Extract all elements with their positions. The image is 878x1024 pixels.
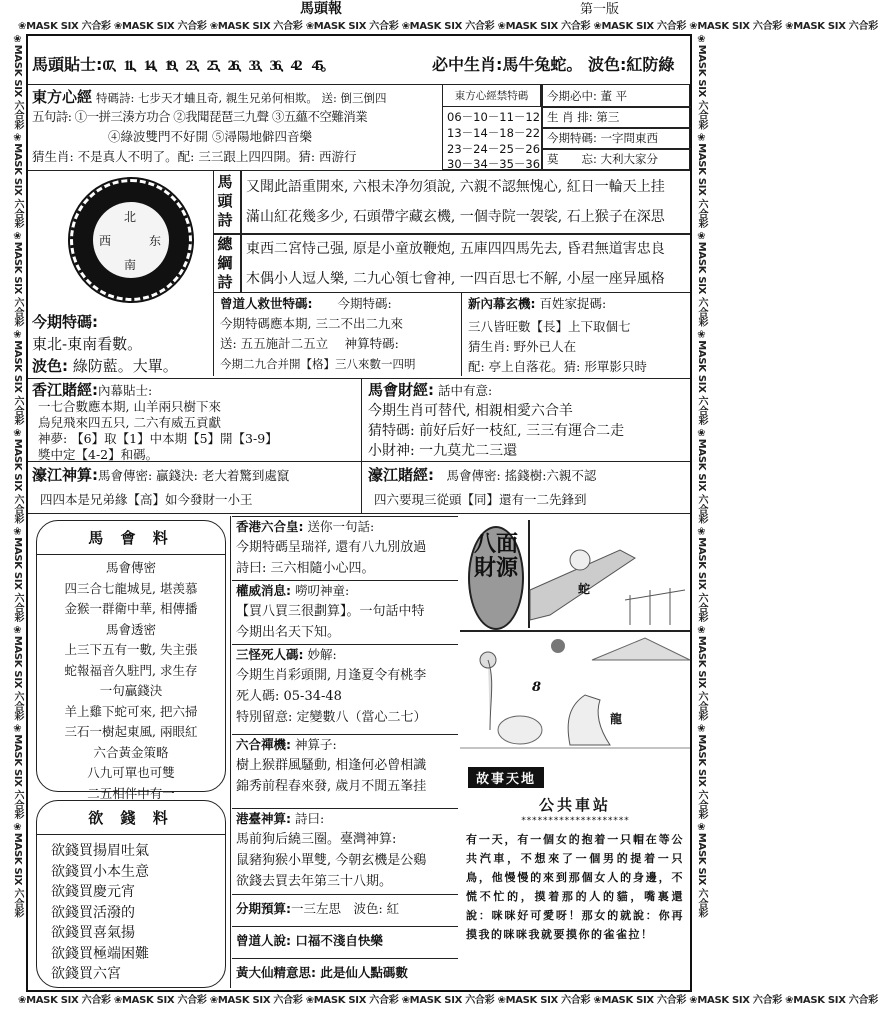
east-line: 五句詩: ①一拼三湊方功合 ②我聞琵琶三九聲 ③五蘊不空難消業 — [32, 109, 368, 124]
fortune-badge: 八面財源 — [468, 526, 524, 630]
hj-gamble-sub: 馬會傳密: 搖錢樹:六親不認 — [446, 468, 597, 483]
wong-text: 黃大仙精意思: 此是仙人點碼數 — [236, 965, 408, 980]
east-sutra-section — [28, 84, 442, 170]
material-heading: 一句贏錢決 — [99, 683, 163, 698]
tips-numbers: 07、11、14、19、23、25、26、33、36、42 45。 — [102, 58, 333, 74]
zen-line: 錦秀前程春來發, 歲月不閒五峯挂 — [236, 779, 427, 794]
hj-calc-sub: 馬會傳密: 贏錢決: 老大着驚到處竄 — [98, 468, 290, 483]
special-title: 今期特碼: — [32, 313, 98, 331]
money-line: 欲錢買極端困難 — [51, 945, 149, 962]
hk-king-line: 詩曰: 三六相隨小心四。 — [236, 561, 375, 576]
ghost-code-sub: 妙解: — [307, 647, 337, 662]
east-line: ④綠波雙門不好開 ⑤潯陽地僻四音樂 — [108, 129, 312, 144]
hk-gamble-line: 神夢: 【6】取【1】中本期【5】開【3-9】 — [38, 431, 278, 446]
dragon-label: 龍 — [610, 712, 623, 726]
poem-line: 東西二宮恃己强, 原是小童放鞭炮, 五庫四四馬先去, 昏君無道害忠良 — [246, 241, 665, 257]
insider-title: 新內幕玄機: — [468, 296, 536, 311]
forbid-row: 30－34－35－36 — [447, 157, 541, 171]
material-line: 上三下五有一數, 失主張 — [64, 642, 198, 657]
hk-gamble-line: 烏兒飛來四五只, 二六有威五貢獻 — [38, 415, 221, 430]
zeng-says-text: 曾道人說: 口福不淺自快樂 — [236, 933, 383, 948]
authority-sub: 嘮叨神童: — [294, 583, 350, 598]
ghost-code-section — [232, 644, 458, 728]
special-color: 綠防藍。大單。 — [72, 357, 178, 375]
authority-title: 權威消息: — [236, 583, 291, 598]
material-line: 四三合七龍城見, 堪羡慕 — [64, 580, 198, 596]
hktw-sub: 詩曰: — [294, 811, 325, 826]
zodiac-row — [432, 52, 674, 78]
forbid-row: 06－10－11－12 — [447, 110, 541, 124]
east-title: 東方心經 — [32, 88, 93, 106]
money-line: 欲錢買慶元宵 — [51, 884, 135, 900]
hktw-line: 鼠豬狗猴小單雙, 今朝玄機是公鷄 — [236, 853, 427, 868]
material-line: 金猴一群衛中華, 相傳播 — [64, 601, 198, 616]
zeng-section — [214, 292, 462, 376]
zeng-says-section — [232, 926, 458, 951]
zen-line: 樹上猴群風騷動, 相逢何必曾相識 — [236, 758, 427, 773]
color-value: 紅防綠 — [626, 55, 675, 74]
hk-gamble-section — [28, 378, 362, 462]
authority-section — [232, 580, 458, 643]
material-line: 三石一樹起東風, 兩眼紅 — [64, 724, 198, 739]
hm-finance-line: 小財神: 一九莫尤二三還 — [368, 443, 518, 459]
forbid-title: 東方心經禁特碼 — [443, 85, 541, 107]
forbid-table — [442, 84, 690, 170]
hk-gamble-line: 一七合數應本期, 山羊兩只樹下來 — [38, 399, 221, 414]
hk-gamble-title: 香江賭經: — [32, 381, 98, 399]
hm-finance-title: 馬會財經: — [368, 381, 434, 399]
zeng-title: 曾道人救世特碼: — [220, 296, 313, 311]
horse-poem-label: 馬頭詩 — [217, 173, 233, 229]
insider-sub: 百姓家捉碼: — [539, 296, 607, 311]
zeng-sub: 今期特碼: — [337, 296, 392, 311]
footer-strip — [18, 994, 878, 1008]
money-line: 欲錢買喜氣揚 — [51, 925, 135, 941]
material-heading: 馬會透密 — [105, 621, 156, 637]
hm-finance-section — [362, 378, 690, 462]
authority-line: 今期出名天下知。 — [236, 625, 341, 640]
special-line: 東北-東南看數。 — [32, 335, 143, 353]
insider-line: 猜生肖: 野外已人在 — [468, 339, 577, 354]
zeng-line: 今期特碼應本期, 三二不出二九來 — [220, 316, 403, 331]
money-material-box — [36, 800, 226, 988]
poem-line: 木偶小人逗人樂, 二九心領七會神, 一四百思七不解, 小屋一座异風格 — [246, 271, 665, 287]
hktw-line: 馬前狗后繞三圈。臺灣神算: — [236, 832, 397, 847]
poem-section — [214, 170, 690, 292]
side-info-item: 莫 忘: 大利大家分 — [547, 152, 659, 166]
wong-section — [232, 958, 458, 983]
forbid-row: 13－14－18－22 — [447, 126, 541, 140]
money-material-lines — [37, 835, 225, 985]
money-line: 欲錢買小本生意 — [51, 863, 149, 880]
hj-calc-line: 四四本是兄弟緣【高】如今發財一小王 — [40, 492, 253, 507]
zodiac-value: 馬牛兔蛇。 — [502, 55, 583, 74]
east-label: 东 — [149, 234, 162, 248]
budget-text: 一三左思 波色: 紅 — [291, 901, 400, 916]
compass-center — [93, 202, 169, 278]
zen-sub: 神算子: — [294, 737, 337, 752]
strip-text: ❀MASK SIX 六合彩 ❀MASK SIX 六合彩 ❀MASK SIX 六合彩 ❀MASK SIX 六合彩 ❀MASK SIX 六合彩 ❀MASK SIX 六合彩 ❀MASK SIX 六合彩 ❀MASK SIX 六合彩 ❀MASK SIX 六合彩 — [12, 34, 23, 918]
hktw-section — [232, 808, 458, 892]
edition-label: 第一版 — [580, 2, 620, 17]
hm-material-box — [36, 520, 226, 801]
budget-section — [232, 894, 458, 919]
money-line: 欲錢買六宮 — [51, 966, 121, 982]
hk-king-title: 香港六合皇: — [236, 519, 304, 534]
hk-gamble-line: 獎中定【4-2】和碼。 — [38, 447, 159, 462]
snake-label: 蛇 — [578, 582, 591, 596]
hm-material-lines — [37, 555, 225, 804]
side-info-item: 今期特碼: 一字問東西 — [547, 131, 659, 145]
poem-line: 滿山紅花幾多少, 石頭帶字藏玄機, 一個寺院一袈裟, 石上猴子在深思 — [246, 209, 665, 225]
hk-gamble-sub: 內幕貼士: — [98, 383, 153, 398]
material-heading: 馬會傳密 — [105, 560, 156, 575]
side-info-item: 生 肖 排: 第三 — [547, 110, 620, 124]
side-info-item: 今期必中: 董 平 — [547, 89, 628, 103]
strip-text: ❀MASK SIX 六合彩 ❀MASK SIX 六合彩 ❀MASK SIX 六合彩 ❀MASK SIX 六合彩 ❀MASK SIX 六合彩 ❀MASK SIX 六合彩 ❀MASK SIX 六合彩 ❀MASK SIX 六合彩 ❀MASK SIX 六合彩 — [18, 995, 878, 1006]
right-strip — [694, 34, 708, 994]
compass-dial — [70, 179, 192, 301]
forbid-row: 23－24－25－26 — [447, 142, 541, 156]
hk-king-line: 今期特碼呈瑞祥, 還有八九別放過 — [236, 540, 427, 555]
material-line: 蛇報福音久駐門, 求生存 — [64, 662, 198, 678]
eight-label: 8 — [532, 680, 542, 695]
zeng-line: 今期二九合并開【格】三八來數一四明 — [220, 357, 416, 371]
strip-text: ❀MASK SIX 六合彩 ❀MASK SIX 六合彩 ❀MASK SIX 六合彩 ❀MASK SIX 六合彩 ❀MASK SIX 六合彩 ❀MASK SIX 六合彩 ❀MASK SIX 六合彩 ❀MASK SIX 六合彩 ❀MASK SIX 六合彩 — [18, 21, 878, 32]
insider-line: 配: 亭上自落花。猜: 形單影只時 — [468, 359, 647, 374]
fortune-illustration — [460, 520, 690, 760]
zen-section — [232, 734, 458, 797]
special-color-label: 波色: — [32, 357, 68, 375]
zeng-line: 送: 五五施計二五立 神算特碼: — [220, 336, 399, 351]
tips-row — [32, 52, 333, 79]
general-poem-label: 總綱詩 — [217, 235, 233, 291]
hm-finance-sub: 話中有意: — [437, 383, 493, 398]
material-heading: 六合黃金策略 — [93, 744, 169, 760]
hj-gamble-title: 濠江賭經: — [368, 466, 434, 484]
insider-line: 三八皆旺數【長】上下取個七 — [468, 319, 631, 334]
hk-king-section — [232, 516, 458, 579]
north-label: 北 — [124, 210, 137, 224]
south-label: 南 — [124, 258, 137, 272]
hj-calc-section — [28, 462, 362, 514]
hm-finance-line: 今期生肖可替代, 相親相愛六合羊 — [368, 403, 573, 419]
left-strip — [10, 34, 24, 994]
ghost-code-line: 特別留意: 定變數八（當心二七） — [236, 710, 427, 725]
story-section — [462, 762, 688, 962]
hk-king-sub: 送你一句話: — [307, 519, 375, 534]
animal-drawing — [460, 520, 690, 760]
material-line: 羊上雞下蛇可來, 把六掃 — [64, 703, 198, 719]
insider-section — [462, 292, 690, 376]
masthead-title: 馬頭報 — [300, 1, 342, 17]
hj-gamble-section — [362, 462, 690, 514]
ghost-code-title: 三怪死人碼: — [236, 647, 304, 662]
authority-line: 【買八買三很劃算】。一句話中特 — [236, 604, 425, 619]
zodiac-label: 必中生肖: — [432, 55, 503, 74]
strip-text: ❀MASK SIX 六合彩 ❀MASK SIX 六合彩 ❀MASK SIX 六合彩 ❀MASK SIX 六合彩 ❀MASK SIX 六合彩 ❀MASK SIX 六合彩 ❀MASK SIX 六合彩 ❀MASK SIX 六合彩 ❀MASK SIX 六合彩 — [696, 34, 707, 918]
compass-section — [28, 170, 214, 376]
money-material-title: 欲 錢 料 — [37, 801, 225, 835]
color-label: 波色: — [588, 55, 627, 74]
hktw-line: 欲錢去買去年第三十八期。 — [236, 874, 393, 889]
story-divider: ******************** — [520, 816, 630, 826]
west-label: 西 — [99, 234, 112, 248]
tips-label: 馬頭貼士: — [32, 55, 103, 74]
hj-gamble-line: 四六要現三從頭【同】還有一二先鋒到 — [374, 492, 587, 507]
story-body: 有一天，有一個女的抱着一只帽在等公共汽車，不想來了一個男的提着一只鳥，他慢慢的來到那個女人的身邊，不慌不忙的，摸着那的人的貓，嘴裏還說：咪咪好可愛呀！那女的就說：你再摸我的咪咪我就要摸你的雀雀拉！ — [466, 833, 684, 941]
east-line: 猜生肖: 不是真人不明了。配: 三三跟上四四開。猜: 西游行 — [32, 149, 357, 164]
money-line: 欲錢買活潑的 — [51, 904, 135, 921]
hktw-title: 港臺神算: — [236, 811, 291, 826]
story-tag: 故事天地 — [468, 767, 544, 788]
hj-calc-title: 濠江神算: — [32, 466, 98, 484]
money-line: 欲錢買揚眉吐氣 — [51, 843, 149, 859]
material-line: 八九可單也可雙 — [87, 765, 175, 780]
hm-material-title: 馬 會 料 — [37, 521, 225, 555]
masthead-strip — [18, 20, 878, 34]
story-title: 公共車站 — [538, 796, 611, 814]
budget-title: 分期預算: — [236, 901, 291, 916]
ghost-code-line: 死人碼: 05-34-48 — [236, 689, 342, 704]
zen-title: 六合禪機: — [236, 737, 291, 752]
east-line: 特碼詩: 七步天才蛐且奇, 親生兄弟何相欺。 送: 倒三倒四 — [96, 91, 387, 105]
ghost-code-line: 今期生肖彩頭開, 月逢夏令有桃李 — [236, 668, 427, 683]
hm-finance-line: 猜特碼: 前好后好一枝紅, 三三有運合二走 — [368, 423, 625, 439]
material-line: 二五相伴中有一 — [87, 785, 175, 801]
poem-line: 又聞此語重開來, 六根未净勿須說, 六親不認無愧心, 紅日一輪天上挂 — [246, 179, 665, 195]
